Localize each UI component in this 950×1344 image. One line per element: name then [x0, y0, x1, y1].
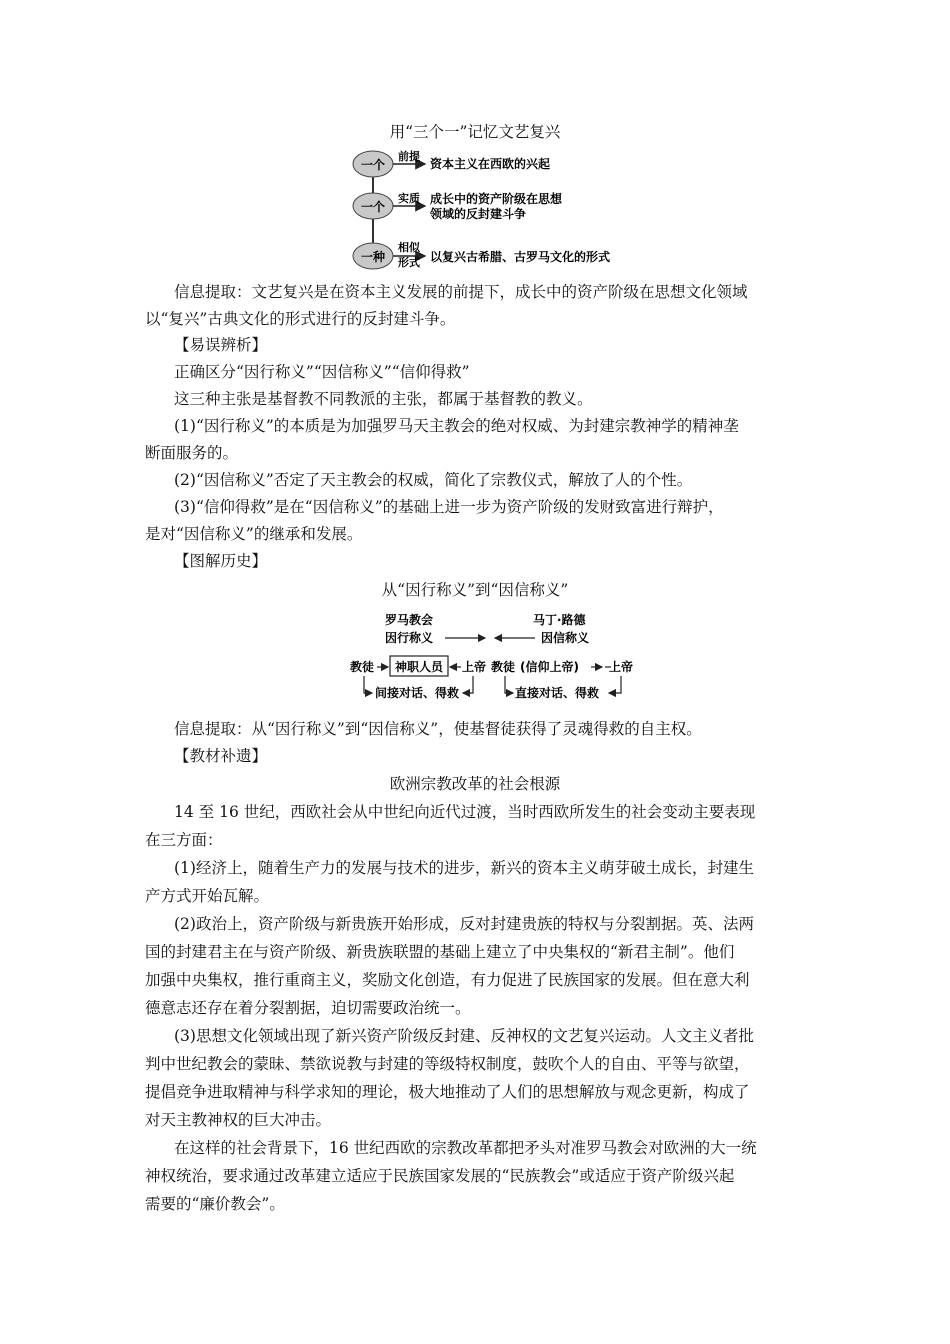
text-essence-1: 成长中的资产阶级在思想 [430, 192, 563, 206]
label-essence: 实质 [398, 192, 420, 205]
politics-3: 加强中央集权，推行重商主义，奖励文化创造，有力促进了民族国家的发展。但在意大利 [145, 971, 750, 989]
text-form: 以复兴古希腊、古罗马文化的形式 [430, 250, 611, 264]
text-premise: 资本主义在西欧的兴起 [430, 157, 551, 171]
point-3-line-1: (3)“信仰得救”是在“因信称义”的基础上进一步为资产阶级的发财致富进行辩护， [174, 498, 724, 516]
economy-1: (1)经济上，随着生产力的发展与技术的进步，新兴的资本主义萌芽破土成长，封建生 [174, 859, 754, 877]
culture-3: 提倡竞争进取精神与科学求知的理论，极大地推动了人们的思想解放与观念更新，构成了 [145, 1083, 750, 1101]
roots-intro-2: 在三方面： [145, 831, 223, 849]
politics-4: 德意志还存在着分裂割据，迫切需要政治统一。 [145, 999, 471, 1017]
culture-1: (3)思想文化领域出现了新兴资产阶级反封建、反神权的文艺复兴运动。人文主义者批 [174, 1027, 754, 1045]
right-bottom: 直接对话、得救 [515, 686, 600, 700]
conclusion-2: 神权统治，要求通过改革建立适应于民族国家发展的“民族教会”或适应于资产阶级兴起 [145, 1167, 735, 1185]
martin-luther: 马丁·路德 [533, 613, 586, 627]
misconception-intro: 这三种主张是基督教不同教派的主张，都属于基督教的教义。 [174, 390, 593, 408]
right-believer: 教徒 [491, 660, 516, 674]
circle-one-2-label: 一个 [360, 200, 386, 214]
culture-4: 对天主教神权的巨大冲击。 [145, 1111, 332, 1129]
heading-illustrated-history: 【图解历史】 [174, 552, 268, 570]
conclusion-1: 在这样的社会背景下，16 世纪西欧的宗教改革都把矛头对准罗马教会对欧洲的大一统 [174, 1139, 757, 1157]
info-line-2: 以“复兴”古典文化的形式进行的反封建斗争。 [145, 310, 456, 328]
justification-by-works: 因行称义 [385, 631, 434, 645]
roots-intro-1: 14 至 16 世纪，西欧社会从中世纪向近代过渡，当时西欧所发生的社会变动主要表现 [174, 803, 756, 821]
label-form: 形式 [398, 256, 420, 269]
three-one-diagram [340, 145, 640, 273]
point-1-line-2: 断面服务的。 [145, 444, 239, 462]
section1-title: 用“三个一”记忆文艺复兴 [389, 123, 561, 141]
politics-1: (2)政治上，资产阶级与新贵族开始形成，反对封建贵族的特权与分裂割据。英、法两 [174, 915, 754, 933]
justification-by-faith: 因信称义 [541, 631, 590, 645]
justification-info: 信息提取：从“因行称义”到“因信称义”，使基督徒获得了灵魂得救的自主权。 [174, 720, 702, 738]
heading-misconception: 【易误辨析】 [174, 336, 268, 354]
justification-diagram [345, 608, 645, 708]
point-1-line-1: (1)“因行称义”的本质是为加强罗马天主教会的绝对权威、为封建宗教神学的精神垄 [174, 417, 739, 435]
conclusion-3: 需要的“廉价教会”。 [145, 1195, 285, 1213]
misconception-subtitle: 正确区分“因行称义”“因信称义”“信仰得救” [174, 363, 470, 381]
left-bottom: 间接对话、得救 [375, 686, 460, 700]
clergy-label: 神职人员 [394, 660, 444, 674]
info-line-1: 信息提取：文艺复兴是在资本主义发展的前提下，成长中的资产阶级在思想文化领域 [174, 283, 748, 301]
left-believer: 教徒 [350, 660, 375, 674]
politics-2: 国的封建君主在与资产阶级、新贵族联盟的基础上建立了中央集权的“新君主制”。他们 [145, 943, 735, 961]
circle-one-3-label: 一种 [360, 250, 386, 264]
label-premise: 前提 [398, 150, 420, 163]
heading-supplement: 【教材补遗】 [174, 747, 268, 765]
point-3-line-2: 是对“因信称义”的继承和发展。 [145, 525, 363, 543]
left-god: 上帝 [462, 660, 487, 674]
circle-one-1-label: 一个 [360, 158, 386, 172]
economy-2: 产方式开始瓦解。 [145, 887, 270, 905]
roman-church: 罗马教会 [385, 613, 434, 627]
culture-2: 判中世纪教会的蒙昧、禁欲说教与封建的等级特权制度，鼓吹个人的自由、平等与欲望， [145, 1055, 750, 1073]
label-similar: 相似 [398, 241, 420, 254]
reformation-roots-title: 欧洲宗教改革的社会根源 [389, 775, 561, 793]
text-essence-2: 领域的反封建斗争 [430, 207, 527, 221]
point-2: (2)“因信称义”否定了天主教会的权威，简化了宗教仪式，解放了人的个性。 [174, 471, 693, 489]
right-faith: (信仰上帝) [520, 660, 579, 674]
justification-title: 从“因行称义”到“因信称义” [381, 581, 569, 599]
right-god: 上帝 [609, 660, 634, 674]
